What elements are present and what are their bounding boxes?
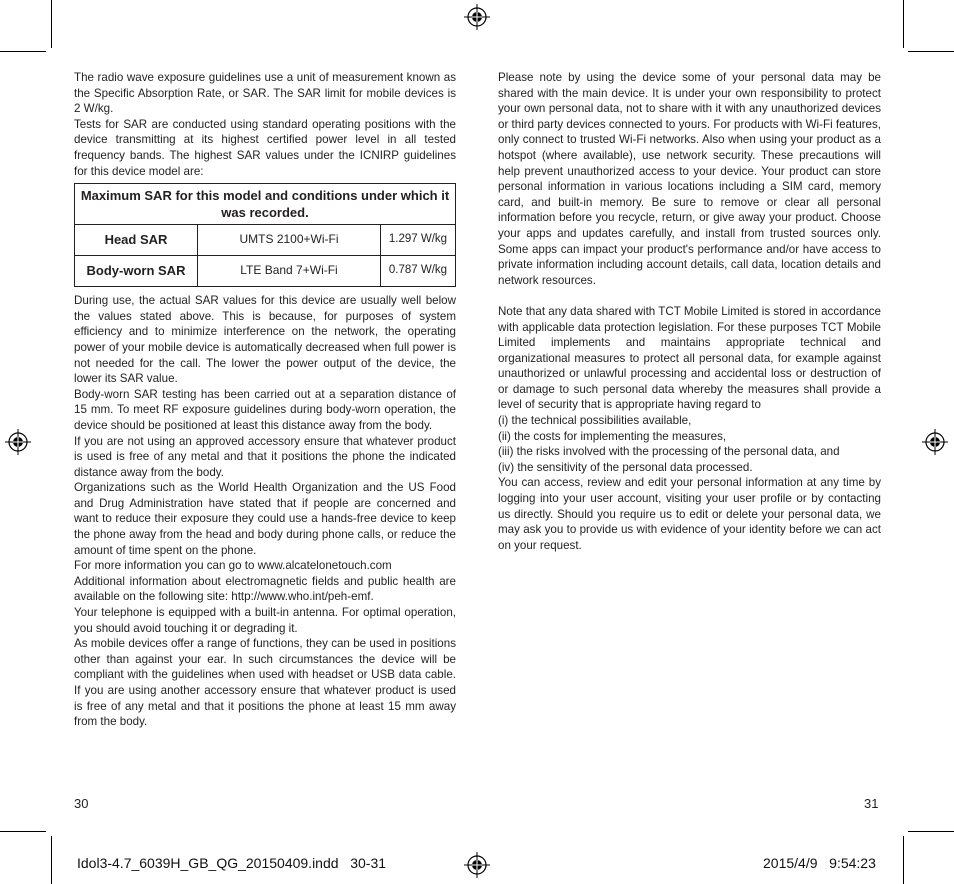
sar-row-condition: LTE Band 7+Wi-Fi <box>198 256 381 287</box>
registration-mark-icon <box>5 429 31 455</box>
sar-row-label: Body-worn SAR <box>75 256 198 287</box>
paragraph: As mobile devices offer a range of functions, they can be used in positions other than against your ear. In such circumstances the device will be compliant with the guidelines when used with headset or USB data cable. If you are using another accessory ensure that whatever product is used is free of any metal and that it positions the phone at least 15 mm away from the body. <box>74 637 456 729</box>
sar-row-value: 1.297 W/kg <box>381 225 456 256</box>
crop-mark <box>0 831 46 832</box>
paragraph: Body-worn SAR testing has been carried out at a separation distance of 15 mm. To meet RF exposure guidelines during body-worn operation, the device should be positioned at least this distance away from the body. <box>74 387 456 432</box>
registration-mark-icon <box>922 429 948 455</box>
table-row <box>75 256 456 287</box>
crop-mark <box>51 836 52 884</box>
paragraph: You can access, review and edit your personal information at any time by logging into your user account, visiting your user profile or by contacting us directly. Should you require us to edit or delete your personal data, we may ask you to provide us with evidence of your identity before we can act on your request. <box>498 476 881 552</box>
crop-mark <box>903 0 904 48</box>
sar-table <box>74 183 456 287</box>
table-header-row <box>75 184 456 225</box>
paragraph: Additional information about electromagnetic fields and public health are available on the following site: http://www.who.int/peh-emf. <box>74 574 456 604</box>
crop-mark <box>908 831 954 832</box>
paragraph: Note that any data shared with TCT Mobile Limited is stored in accordance with applicable data protection legislation. For these purposes TCT Mobile Limited implements and maintains appropriate technical and organizational measures to protect all personal data, for example against unauthorized or unlawful processing and accidental loss or destruction of or damage to such personal data whereby the measures shall provide a level of security that is appropriate having regard to <box>498 304 882 412</box>
slug-filename: Idol3-4.7_6039H_GB_QG_20150409.indd 30-31 <box>77 855 387 871</box>
page-number: 30 <box>74 796 89 811</box>
list-item: (i) the technical possibilities available, <box>498 414 692 428</box>
paragraph: During use, the actual SAR values for this device are usually well below the values stated above. This is because, for purposes of system efficiency and to minimize interference on the network, the operating power of your mobile device is automatically decreased when full power is not needed for the call. The lower the power output of the device, the lower its SAR value. <box>74 294 456 386</box>
list-item: (iv) the sensitivity of the personal data processed. <box>498 460 753 474</box>
paragraph: Organizations such as the World Health Organization and the US Food and Drug Administration have stated that if people are concerned and want to reduce their exposure they could use a hands-free device to keep the phone away from the head and body during phone calls, or reduce the amount of time spent on the phone. <box>74 481 456 557</box>
sar-table-header: Maximum SAR for this model and conditions under which it was recorded. <box>75 184 456 225</box>
paragraph: If you are not using an approved accessory ensure that whatever product is used is free of any metal and that it positions the phone the indicated distance away from the body. <box>74 434 456 479</box>
paragraph: Please note by using the device some of your personal data may be shared with the main device. It is under your own responsibility to protect your own personal data, not to share with it with any unauthorized devices or third party devices connected to yours. For products with Wi-Fi features, only connect to trusted Wi-Fi networks. Also when using your product as a hotspot (where available), use network security. These precautions will help prevent unauthorized access to your device. Your product can store personal information in various locations including a SIM card, memory card, and built-in memory. Be sure to remove or clear all personal information before you recycle, return, or give away your product. Choose your apps and updates carefully, and install from trusted sources only. Some apps can impact your product's performance and/or have access to private information including account details, call data, location details and network resources. <box>498 71 881 287</box>
crop-mark <box>908 51 954 52</box>
registration-mark-icon <box>464 4 490 30</box>
right-page-column <box>498 70 881 553</box>
table-row <box>75 225 456 256</box>
crop-mark <box>903 836 904 884</box>
paragraph: For more information you can go to www.alcatelonetouch.com <box>74 559 392 573</box>
paragraph: The radio wave exposure guidelines use a unit of measurement known as the Specific Absorption Rate, or SAR. The SAR limit for mobile devices is 2 W/kg. <box>74 71 456 116</box>
sar-row-label: Head SAR <box>75 225 198 256</box>
crop-mark <box>0 51 46 52</box>
page-number: 31 <box>864 796 879 811</box>
paragraph-spacer <box>498 288 881 304</box>
slug-timestamp: 2015/4/9 9:54:23 <box>763 855 876 871</box>
crop-mark <box>51 0 52 48</box>
sar-row-condition: UMTS 2100+Wi-Fi <box>198 225 381 256</box>
list-item: (ii) the costs for implementing the measures, <box>498 429 727 443</box>
paragraph: Your telephone is equipped with a built-in antenna. For optimal operation, you should avoid touching it or degrading it. <box>74 606 456 635</box>
paragraph: Tests for SAR are conducted using standard operating positions with the device transmitting at its highest certified power level in all tested frequency bands. The highest SAR values under the ICNIRP guidelines for this device model are: <box>74 117 456 178</box>
list-item: (iii) the risks involved with the processing of the personal data, and <box>498 445 840 459</box>
registration-mark-icon <box>464 852 490 878</box>
sar-row-value: 0.787 W/kg <box>381 256 456 287</box>
left-page-column <box>74 70 456 730</box>
